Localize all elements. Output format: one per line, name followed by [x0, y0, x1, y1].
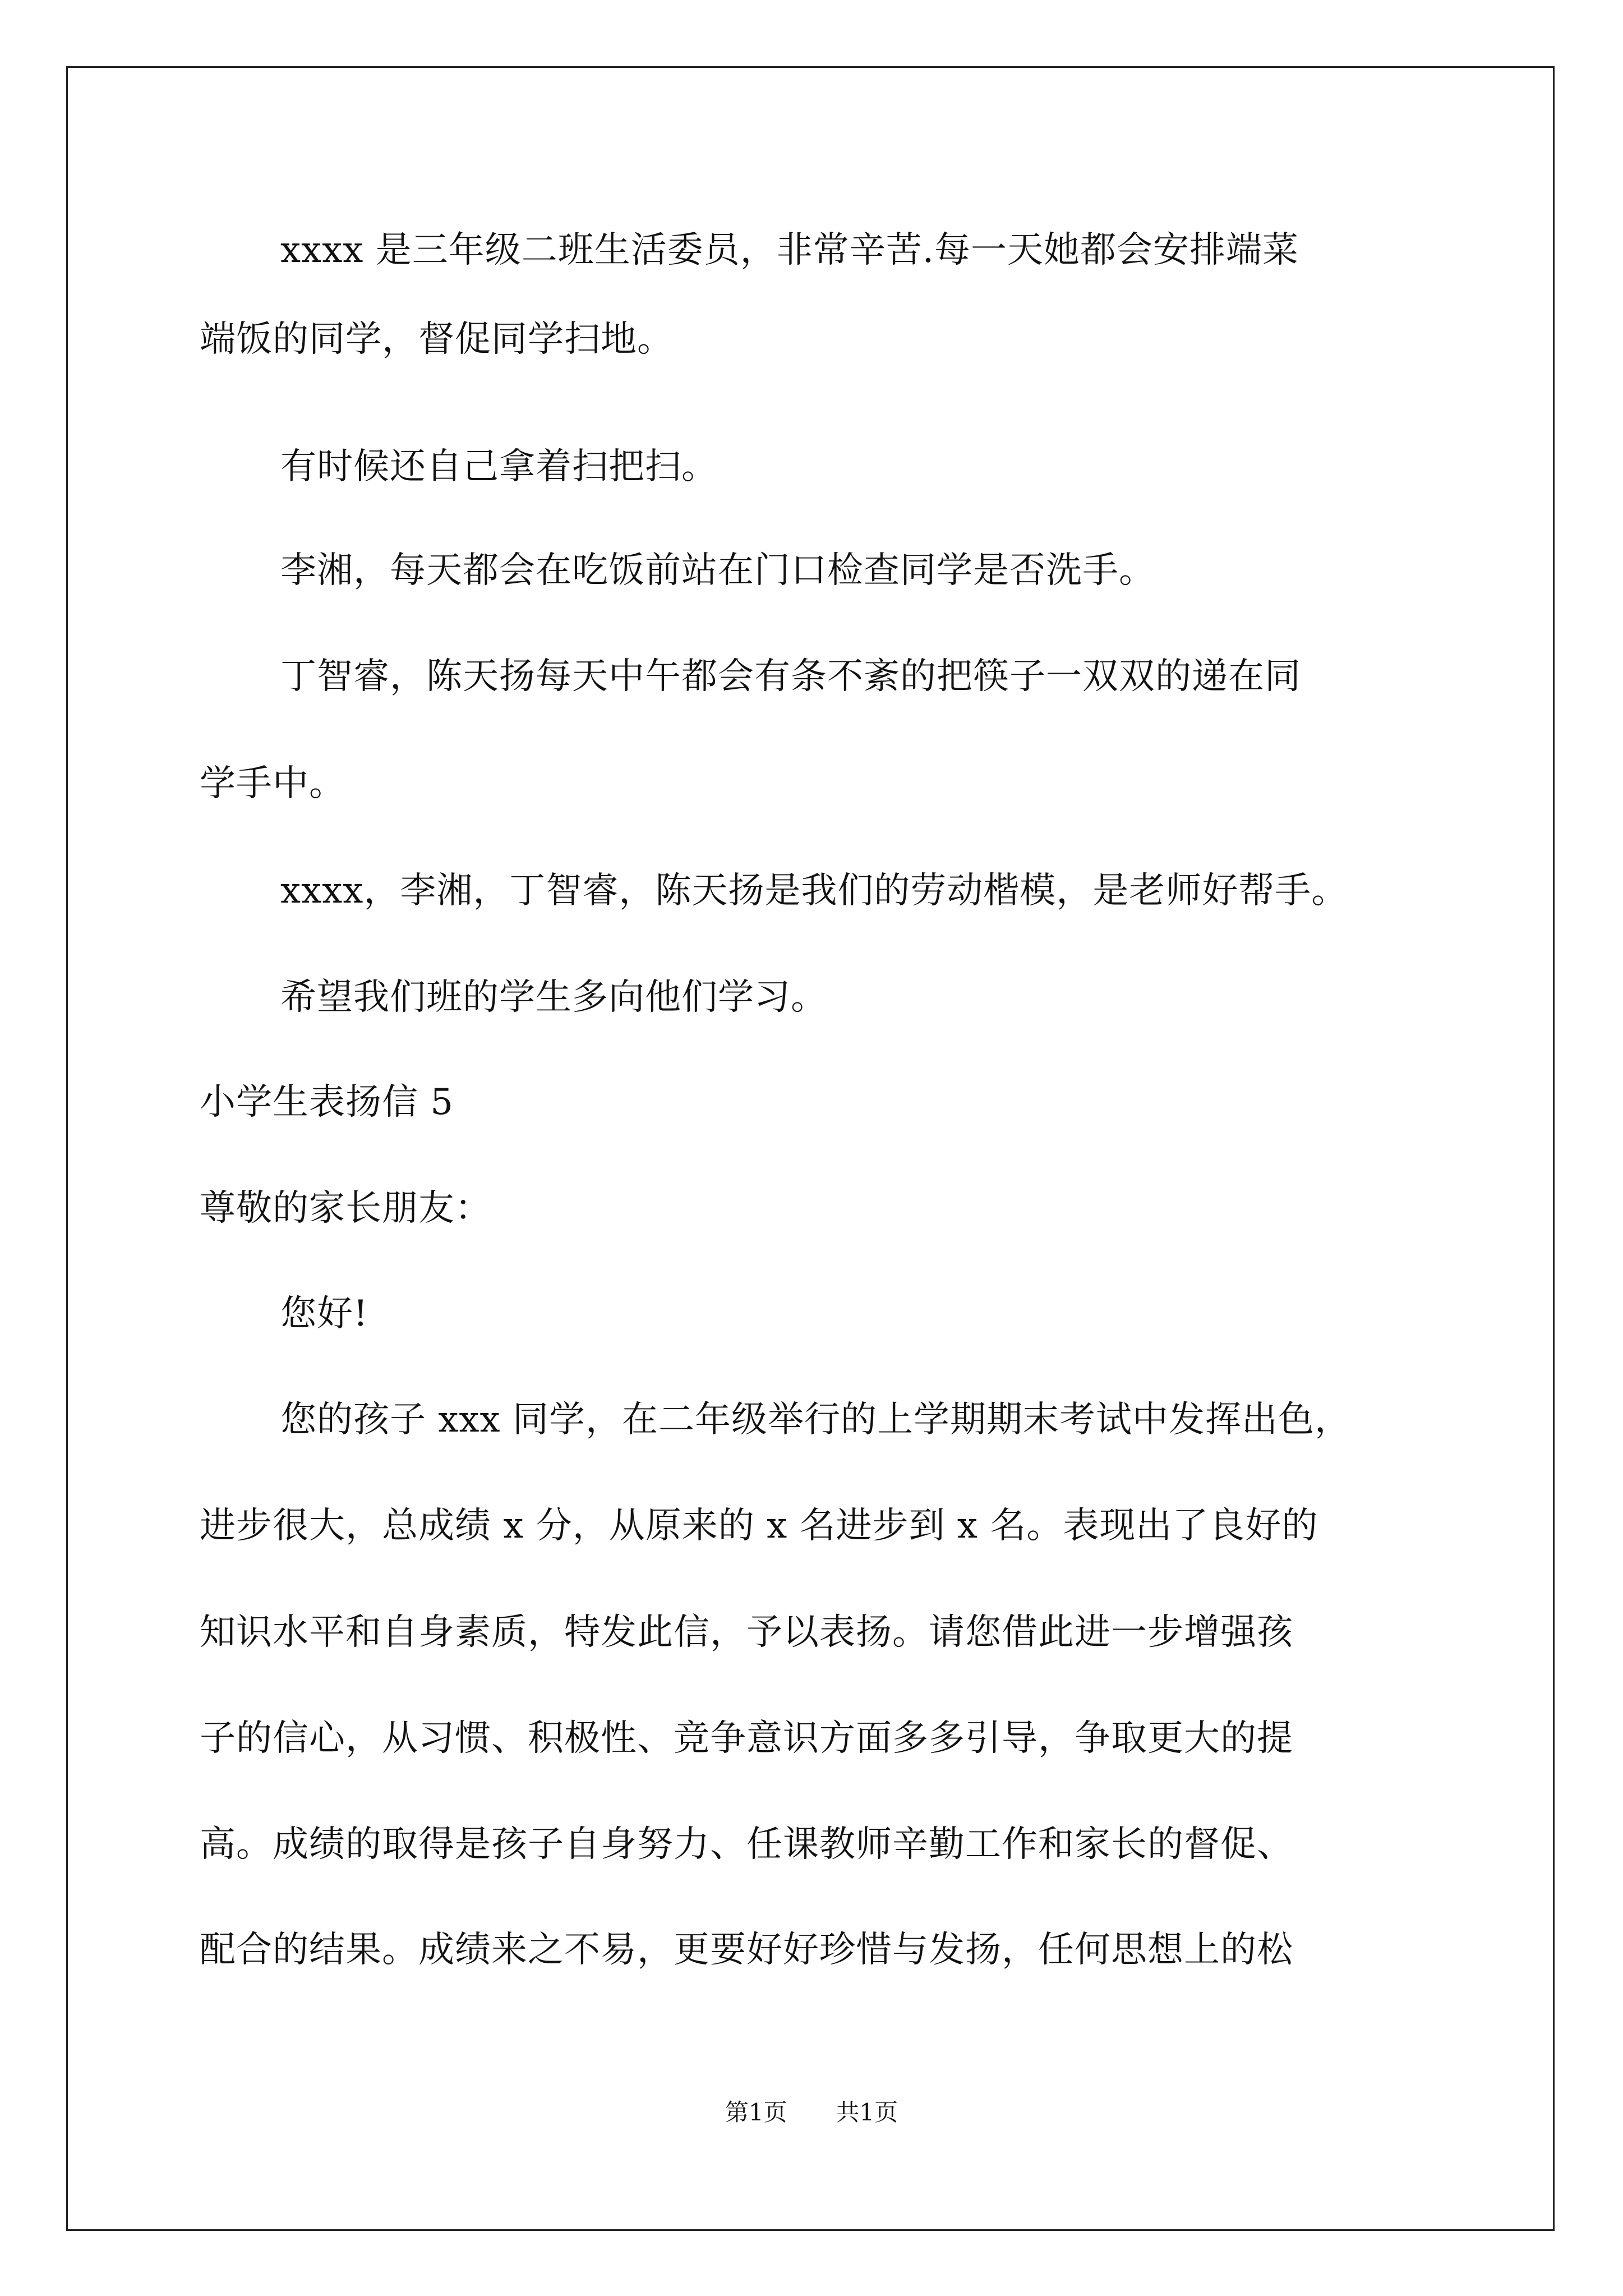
body-line: xxxx 是三年级二班生活委员，非常辛苦.每一天她都会安排端菜: [280, 229, 1299, 271]
body-line: 子的信心，从习惯、积极性、竞争意识方面多多引导，争取更大的提: [200, 1718, 1293, 1759]
greeting: 您好!: [280, 1293, 368, 1335]
body-line: xxxx，李湘，丁智睿，陈天扬是我们的劳动楷模，是老师好帮手。: [280, 870, 1348, 912]
body-line: 学手中。: [200, 763, 345, 804]
body-line: 有时候还自己拿着扫把扫。: [280, 446, 718, 487]
body-line: 李湘，每天都会在吃饭前站在门口检查同学是否洗手。: [280, 550, 1155, 591]
body-line: 丁智睿，陈天扬每天中午都会有条不紊的把筷子一双双的递在同: [280, 656, 1301, 697]
page-border: [66, 66, 1555, 2231]
section-heading: 小学生表扬信 5: [200, 1082, 454, 1123]
body-line: 端饭的同学，督促同学扫地。: [200, 319, 674, 360]
page-total: 共1页: [836, 2099, 898, 2126]
body-line: 进步很大，总成绩 x 分，从原来的 x 名进步到 x 名。表现出了良好的: [200, 1505, 1318, 1547]
body-line: 高。成绩的取得是孩子自身努力、任课教师辛勤工作和家长的督促、: [200, 1824, 1293, 1865]
page-number: 第1页: [725, 2099, 787, 2126]
body-line: 配合的结果。成绩来之不易，更要好好珍惜与发扬，任何思想上的松: [200, 1929, 1293, 1971]
page-footer: [0, 2097, 1623, 2128]
body-line: 知识水平和自身素质，特发此信，予以表扬。请您借此进一步增强孩: [200, 1612, 1293, 1653]
body-line: 希望我们班的学生多向他们学习。: [280, 977, 827, 1018]
salutation: 尊敬的家长朋友：: [200, 1188, 491, 1229]
body-line: 您的孩子 xxx 同学，在二年级举行的上学期期末考试中发挥出色，: [280, 1399, 1351, 1441]
